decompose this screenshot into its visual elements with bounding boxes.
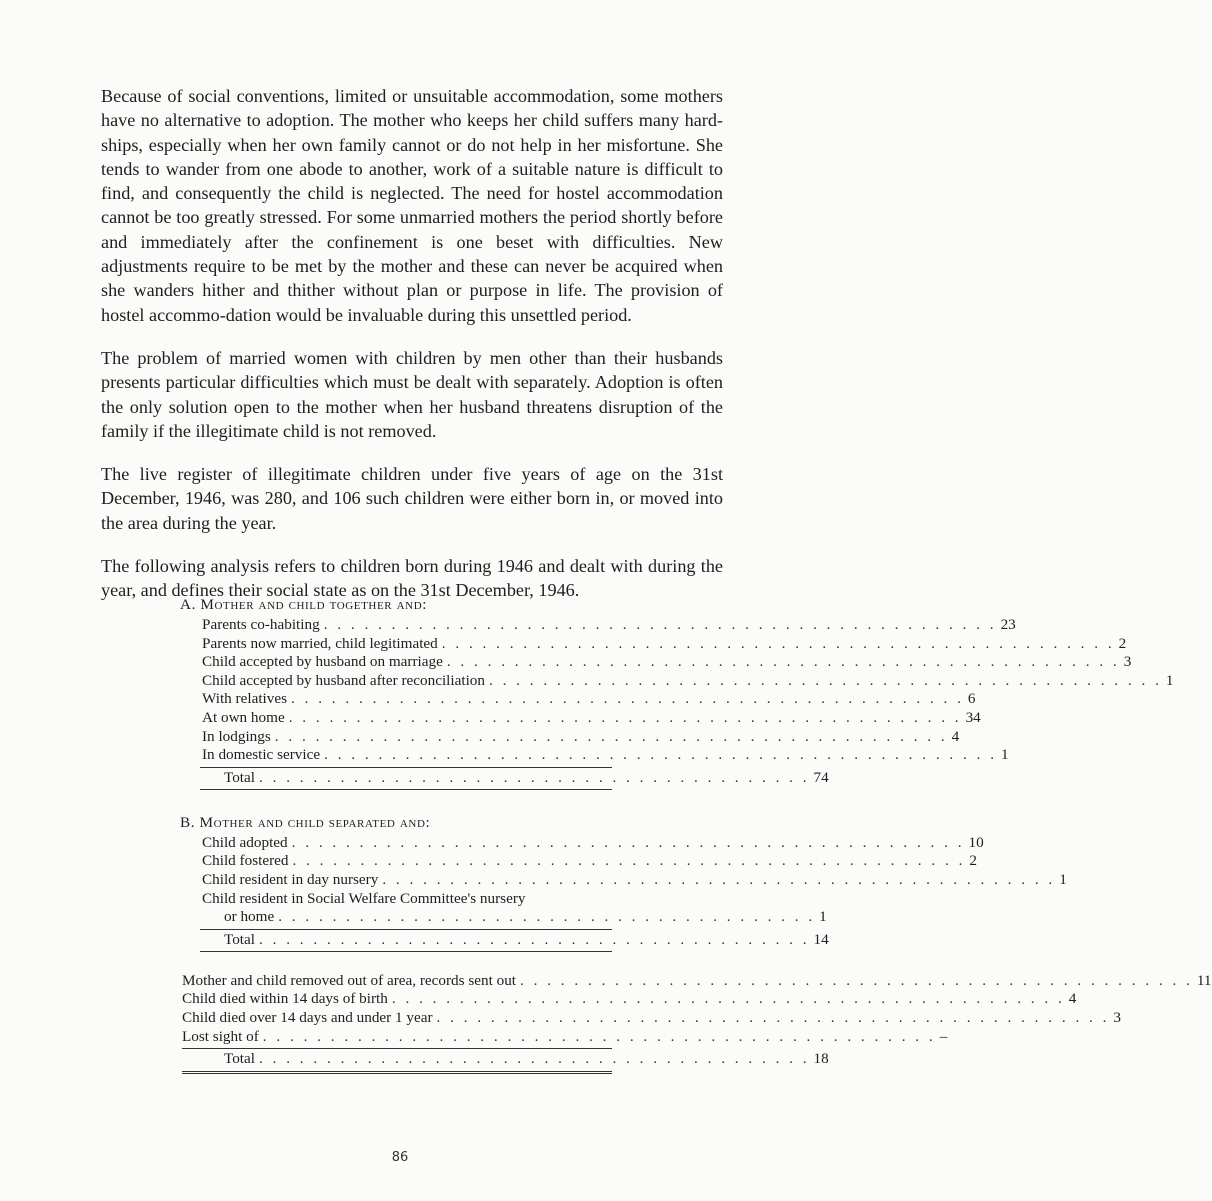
row-value: 3 xyxy=(1113,1008,1122,1026)
analysis-tables xyxy=(180,594,1212,1074)
table-row: In lodgings . . . . . . . . . . . . . . . . . . . . . . . . . . . . . . . . . . . . . . . . . . . . . . . . . . 4 xyxy=(202,727,960,745)
table-row: Mother and child removed out of area, records sent out . . . . . . . . . . . . . . . . . . . . . . . . . . . . . . . . . . . . . . . . . . . . . . . . . . 11 xyxy=(182,971,1212,989)
row-value: 6 xyxy=(967,690,976,708)
row-value: 2 xyxy=(1118,634,1127,652)
paragraph-4: The following analysis refers to children born during 1946 and dealt with during the year, and defines their social state as on the 31st December, 1946. xyxy=(101,556,723,601)
row-label: Child adopted xyxy=(202,833,288,851)
row-value: 3 xyxy=(1123,653,1132,671)
table-row: At own home . . . . . . . . . . . . . . . . . . . . . . . . . . . . . . . . . . . . . . . . . . . . . . . . . . 34 xyxy=(202,708,981,726)
section-c-total-row: Total . . . . . . . . . . . . . . . . . . . . . . . . . . . . . . . . . . . . . . . . . 18 xyxy=(224,1050,829,1068)
row-label: Child fostered xyxy=(202,852,289,870)
section-a-letter: A. xyxy=(180,596,196,613)
row-value: 10 xyxy=(968,833,984,851)
section-c-total-value: 18 xyxy=(813,1050,829,1068)
row-label: Parents co-habiting xyxy=(202,616,320,633)
table-row: Child accepted by husband on marriage . . . . . . . . . . . . . . . . . . . . . . . . . . . . . . . . . . . . . . . . . . . . . . . . . . 3 xyxy=(202,653,1132,671)
row-label: In domestic service xyxy=(202,746,321,764)
paragraph-1: Because of social conventions, limited or unsuitable accommodation, some mothers have no alternative to adoption. The mother who keeps her child suffers many hard-ships, especially when her own family cannot or do not help in her misfortune. She tends to wander from one abode to another, work of a suitable nature is difficult to find, and consequently the child is neglected. The need for hostel accommodation cannot be too greatly stressed. For some unmarried mothers the period shortly before and immediately after the confinement is one beset with difficulties. New adjustments require to be met by the mother and these can never be acquired when she wanders hither and thither without plan or purpose in life. The provision of hostel accommo-dation would be invaluable during this unsettled period. xyxy=(101,86,723,325)
paragraph-2: The problem of married women with children by men other than their husbands presents particular difficulties which must be dealt with separately. Adoption is often the only solution open to the mother when her husband threatens disruption of the family if the illegitimate child is not removed. xyxy=(101,347,723,441)
paragraph-3: The live register of illegitimate children under five years of age on the 31st December, 1946, was 280, and 106 such children were either born in, or moved into the area during the year. xyxy=(101,464,723,533)
page-body xyxy=(101,84,723,622)
section-a-rows xyxy=(182,616,1174,765)
row-label: Child accepted by husband on marriage xyxy=(202,653,443,671)
row-value: 11 xyxy=(1196,971,1212,989)
table-row: Child resident in day nursery . . . . . . . . . . . . . . . . . . . . . . . . . . . . . . . . . . . . . . . . . . . . . . . . . . 1 xyxy=(202,870,1067,888)
table-row: Child died within 14 days of birth . . . . . . . . . . . . . . . . . . . . . . . . . . . . . . . . . . . . . . . . . . . . . . . . . . 4 xyxy=(182,990,1077,1008)
row-label: Parents now married, child legitimated xyxy=(202,634,438,652)
section-a-title: Mother and child together and: xyxy=(200,596,428,613)
section-b-wrapped-row-line2: or home . . . . . . . . . . . . . . . . . . . . . . . . . . . . . . . . . . . . . . . . 1 xyxy=(224,908,827,926)
table-row: Parents co-habiting . . . . . . . . . . . . . . . . . . . . . . . . . . . . . . . . . . . . . . . . . . . . . . . . . . 23 xyxy=(202,616,1016,633)
row-label: Lost sight of xyxy=(182,1027,259,1045)
row-label: At own home xyxy=(202,708,285,726)
row-label: Mother and child removed out of area, records sent out xyxy=(182,971,517,989)
section-b-wrapped-row-line1: Child resident in Social Welfare Committee's nursery xyxy=(202,889,526,907)
row-value: 2 xyxy=(969,852,977,870)
section-b-rows xyxy=(182,833,1067,890)
section-c-total-label: Total xyxy=(224,1050,255,1068)
section-a-heading xyxy=(180,594,612,615)
row-label: In lodgings xyxy=(202,727,271,745)
table-row: Parents now married, child legitimated . . . . . . . . . . . . . . . . . . . . . . . . . . . . . . . . . . . . . . . . . . . . . . . . . . 2 xyxy=(202,634,1127,652)
row-value: 23 xyxy=(1000,616,1016,633)
table-row: Lost sight of . . . . . . . . . . . . . . . . . . . . . . . . . . . . . . . . . . . . . . . . . . . . . . . . . . – xyxy=(182,1027,948,1045)
section-b-heading xyxy=(180,812,612,833)
table-row: Child fostered . . . . . . . . . . . . . . . . . . . . . . . . . . . . . . . . . . . . . . . . . . . . . . . . . . 2 xyxy=(202,852,977,870)
row-value: 1 xyxy=(1059,870,1067,888)
page-number: 86 xyxy=(391,1150,409,1165)
row-value: – xyxy=(939,1027,948,1045)
row-label: Child died within 14 days of birth xyxy=(182,990,388,1008)
table-row: Child adopted . . . . . . . . . . . . . . . . . . . . . . . . . . . . . . . . . . . . . . . . . . . . . . . . . . 10 xyxy=(202,833,984,851)
section-c-double-rule xyxy=(182,1071,612,1072)
table-row: Child accepted by husband after reconciliation . . . . . . . . . . . . . . . . . . . . . . . . . . . . . . . . . . . . . . . . . . . . . . . . . . 1 xyxy=(202,671,1174,689)
row-value: 1 xyxy=(1000,746,1009,764)
section-a-total-label: Total xyxy=(224,768,255,786)
section-b-title: Mother and child separated and: xyxy=(199,813,431,831)
section-a-total-value: 74 xyxy=(813,768,829,786)
table-row: Child died over 14 days and under 1 year . . . . . . . . . . . . . . . . . . . . . . . . . . . . . . . . . . . . . . . . . . . . . . . . . . 3 xyxy=(182,1008,1122,1026)
row-value: 4 xyxy=(1068,990,1077,1008)
row-label: Child died over 14 days and under 1 year xyxy=(182,1008,433,1026)
row-value: 1 xyxy=(1165,671,1174,689)
row-value: 34 xyxy=(965,708,981,726)
section-b-total-value: 14 xyxy=(813,930,829,948)
section-c-rows xyxy=(182,971,1212,1046)
row-label: Child resident in day nursery xyxy=(202,870,379,888)
row-value: 4 xyxy=(951,727,960,745)
table-row: In domestic service . . . . . . . . . . . . . . . . . . . . . . . . . . . . . . . . . . . . . . . . . . . . . . . . . . 1 xyxy=(202,746,1009,764)
row-label: With relatives xyxy=(202,690,287,708)
section-a-total-row: Total . . . . . . . . . . . . . . . . . . . . . . . . . . . . . . . . . . . . . . . . . 74 xyxy=(224,768,829,786)
section-b-total-row: Total . . . . . . . . . . . . . . . . . . . . . . . . . . . . . . . . . . . . . . . . . 14 xyxy=(224,930,829,948)
section-b-letter: B. xyxy=(180,813,196,831)
table-row: With relatives . . . . . . . . . . . . . . . . . . . . . . . . . . . . . . . . . . . . . . . . . . . . . . . . . . 6 xyxy=(202,690,976,708)
row-label: Child accepted by husband after reconciliation xyxy=(202,671,485,689)
section-b-total-label: Total xyxy=(224,930,255,948)
